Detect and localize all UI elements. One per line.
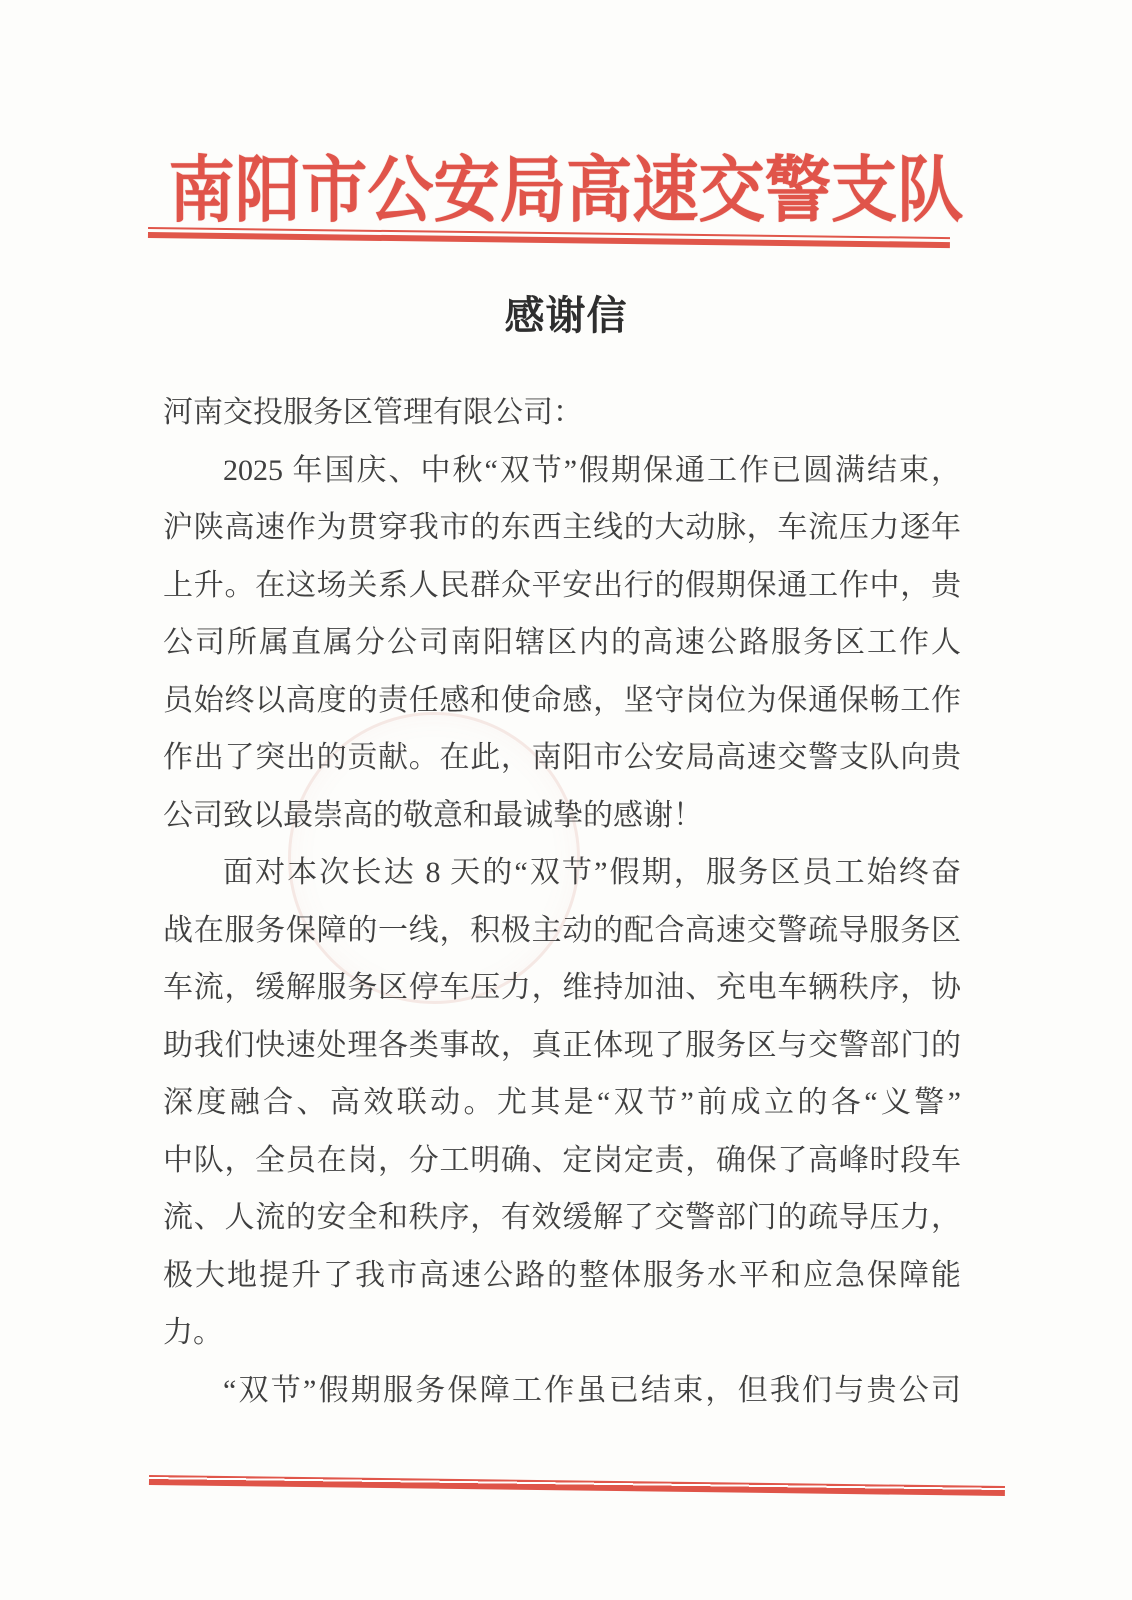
body-line: 极大地提升了我市高速公路的整体服务水平和应急保障能 [163,1258,961,1292]
body-line: 流、人流的安全和秩序，有效缓解了交警部门的疏导压力， [163,1201,961,1234]
body-line: 面对本次长达 8 天的“双节”假期，服务区员工始终奋 [223,856,961,889]
body-line: 员始终以高度的责任感和使命感，坚守岗位为保通保畅工作 [163,683,961,717]
body-line: 2025 年国庆、中秋“双节”假期保通工作已圆满结束， [223,453,961,487]
document-title: 感谢信 [504,293,628,338]
letter-body [163,384,961,1419]
body-line: “双节”假期服务保障工作虽已结束，但我们与贵公司 [223,1373,961,1407]
footer-red-rule [149,1475,1005,1496]
body-line: 公司致以最崇高的敬意和最诚挚的感谢！ [163,798,703,832]
letterhead-org-name: 南阳市公安局高速交警支队 [168,151,964,231]
body-line: 中队，全员在岗，分工明确、定岗定责，确保了高峰时段车 [163,1143,961,1177]
body-line: 公司所属直属分公司南阳辖区内的高速公路服务区工作人 [163,626,961,659]
body-line: 力。 [163,1316,223,1349]
body-line: 车流，缓解服务区停车压力，维持加油、充电车辆秩序，协 [163,971,961,1004]
body-line: 深度融合、高效联动。尤其是“双节”前成立的各“义警” [163,1086,961,1119]
body-line: 上升。在这场关系人民群众平安出行的假期保通工作中，贵 [163,568,961,602]
body-line: 助我们快速处理各类事故，真正体现了服务区与交警部门的 [163,1028,961,1062]
body-line: 作出了突出的贡献。在此，南阳市公安局高速交警支队向贵 [163,741,961,774]
body-line: 战在服务保障的一线，积极主动的配合高速交警疏导服务区 [163,913,961,947]
body-line: 沪陕高速作为贯穿我市的东西主线的大动脉，车流压力逐年 [163,511,961,544]
salutation-line: 河南交投服务区管理有限公司： [163,396,583,429]
